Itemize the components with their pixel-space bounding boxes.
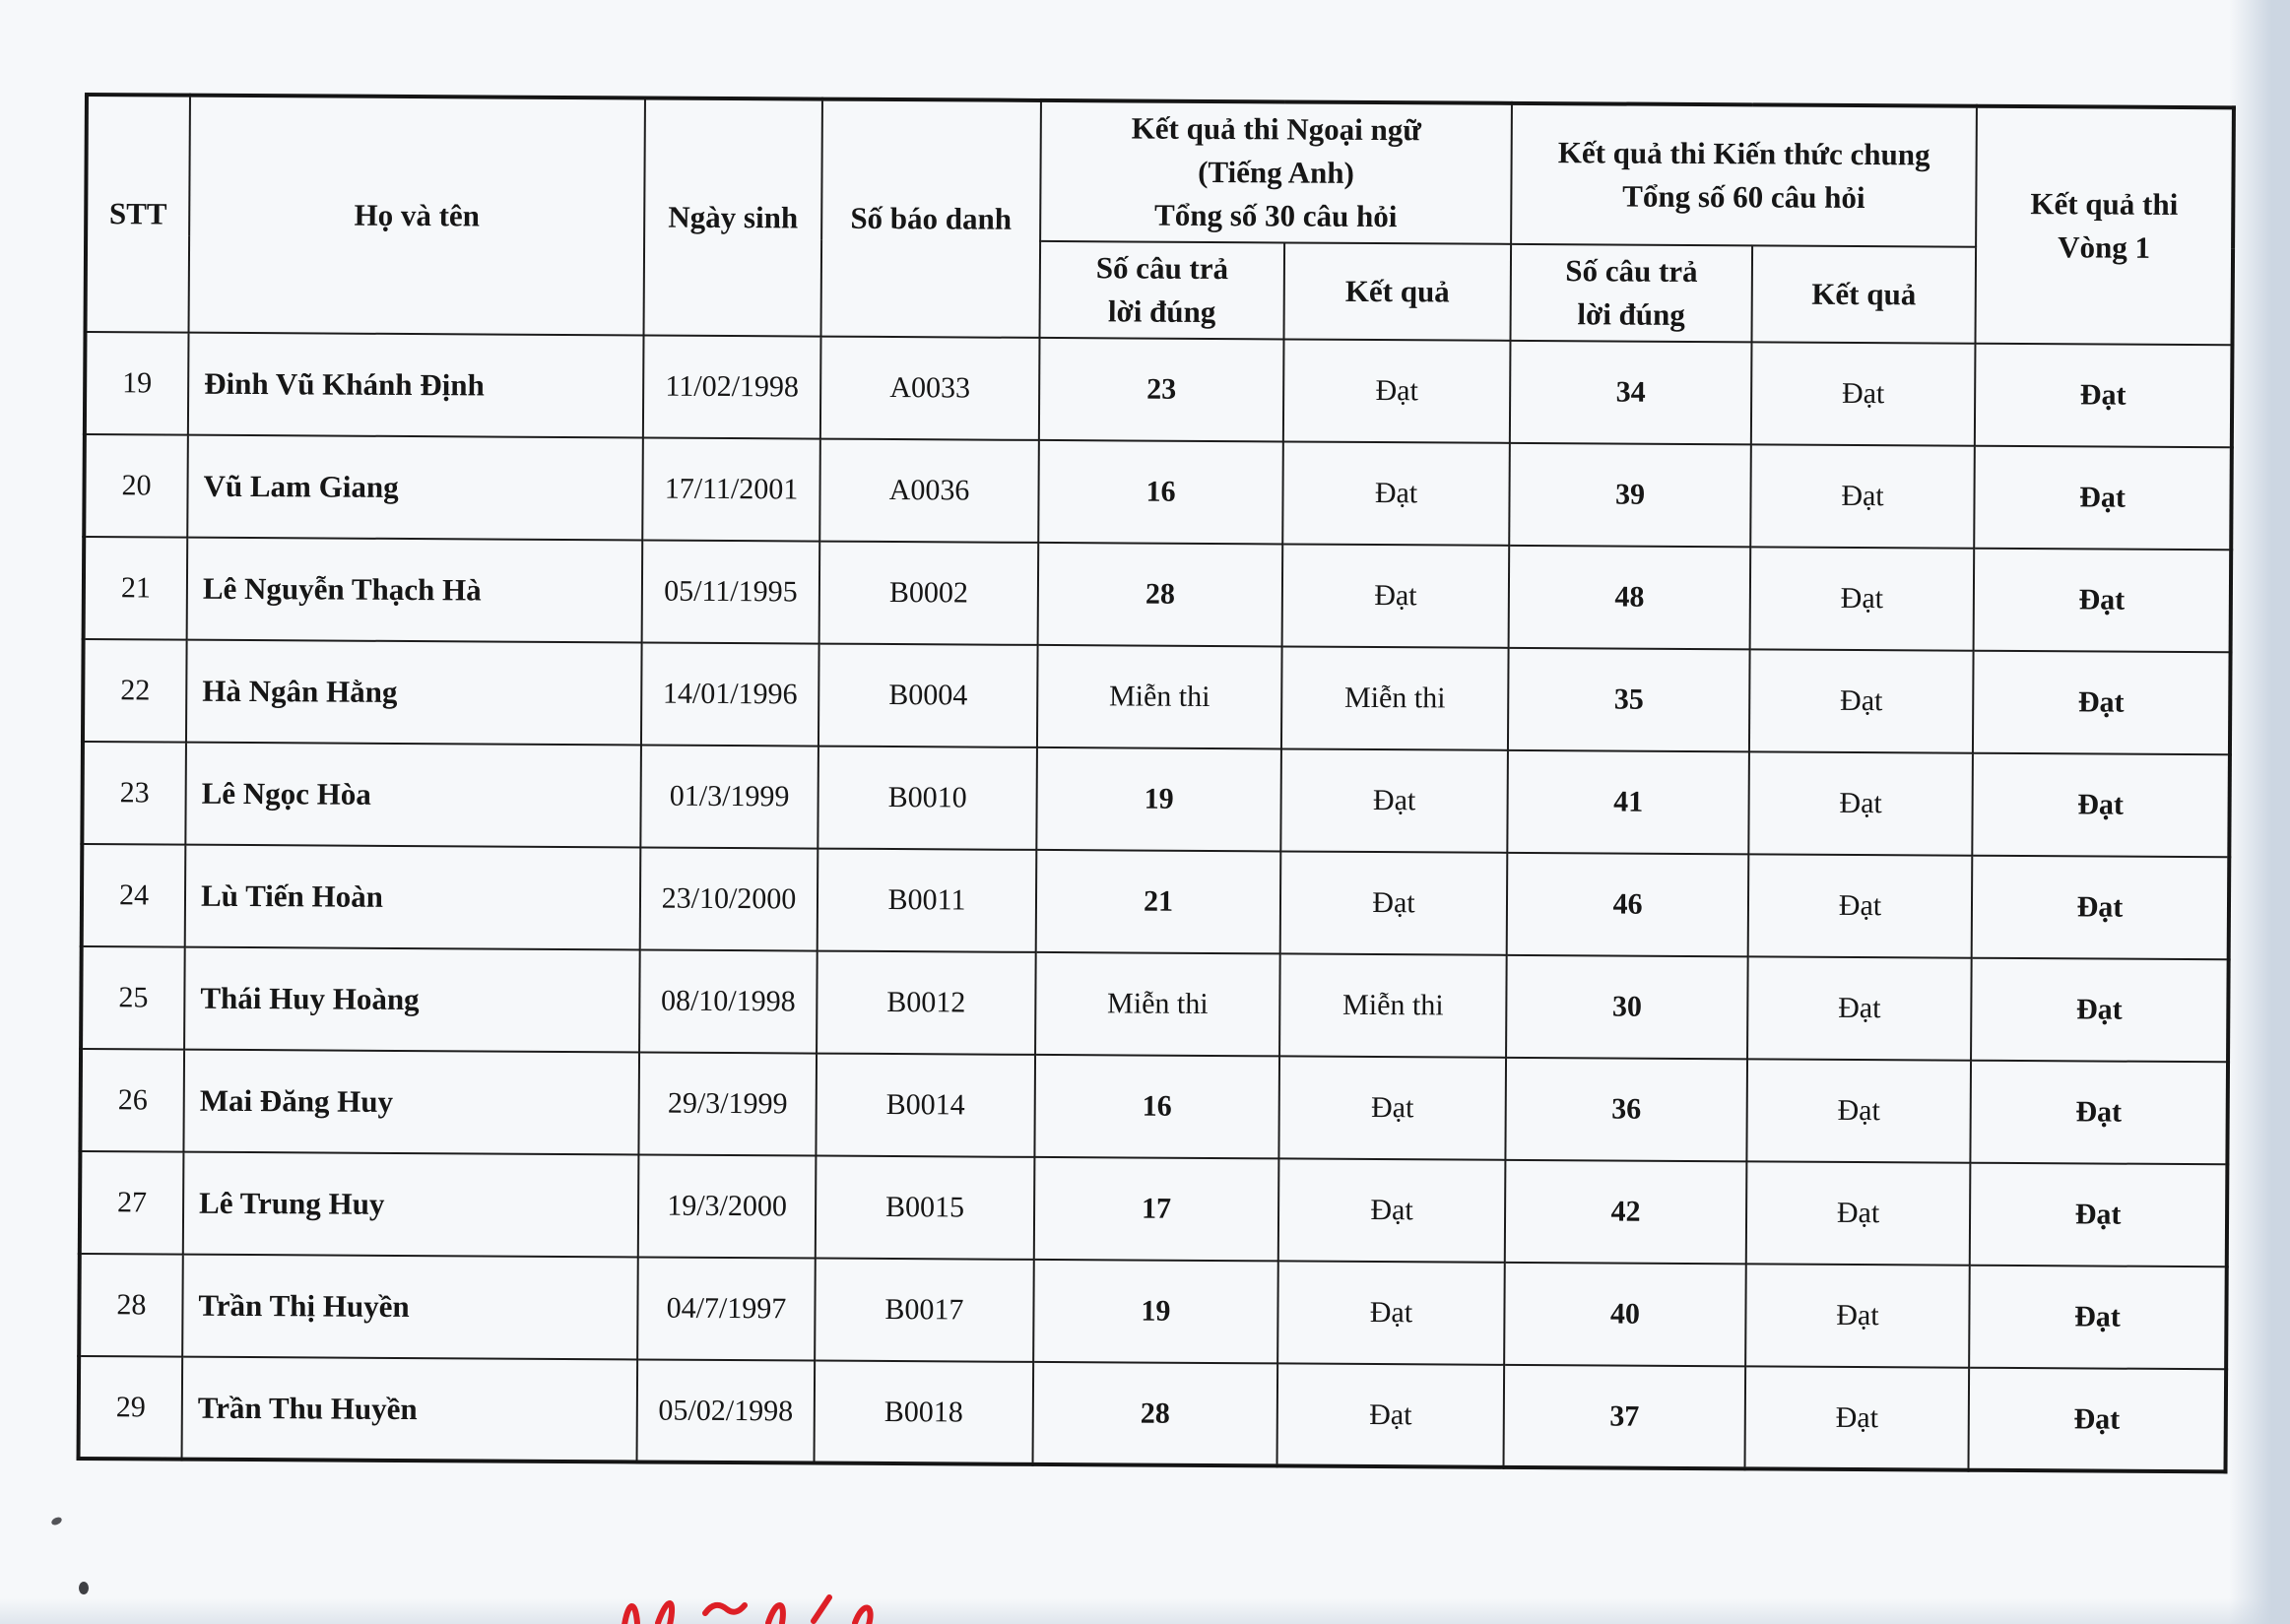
- row-english-correct: 17: [1034, 1157, 1279, 1262]
- row-general-correct: 36: [1505, 1058, 1747, 1161]
- row-stt: 29: [79, 1356, 183, 1460]
- row-candidate-number: A0033: [820, 337, 1040, 440]
- red-handwriting-mark: [611, 1586, 926, 1624]
- table-row: [84, 537, 2232, 652]
- row-dob: 05/02/1998: [637, 1360, 816, 1463]
- row-name: Lê Ngọc Hòa: [185, 743, 641, 848]
- table-row: [80, 1151, 2228, 1267]
- header-stt: STT: [86, 95, 190, 333]
- row-general-correct: 39: [1509, 443, 1751, 547]
- row-stt: 23: [82, 742, 186, 845]
- table-body: [79, 332, 2233, 1471]
- header-english-group: Kết quả thi Ngoại ngữ (Tiếng Anh) Tổng số 30 câu hỏi: [1040, 100, 1512, 244]
- header-general-knowledge-group: Kết quả thi Kiến thức chung Tổng số 60 câu hỏi: [1511, 103, 1977, 247]
- row-general-result: Đạt: [1749, 649, 1974, 752]
- row-round1-result: Đạt: [1975, 344, 2233, 448]
- row-dob: 19/3/2000: [638, 1155, 817, 1259]
- row-name: Hà Ngân Hằng: [186, 640, 642, 746]
- row-english-result: Miễn thi: [1281, 647, 1509, 750]
- results-table-wrapper: [77, 93, 2236, 1473]
- row-stt: 28: [79, 1254, 183, 1357]
- row-round1-result: Đạt: [1972, 753, 2230, 858]
- row-english-correct: 28: [1033, 1362, 1278, 1466]
- row-general-correct: 48: [1509, 546, 1751, 649]
- row-round1-result: Đạt: [1974, 446, 2232, 551]
- row-name: Mai Đăng Huy: [183, 1050, 639, 1155]
- row-stt: 24: [82, 844, 186, 947]
- row-stt: 25: [81, 946, 185, 1050]
- row-general-result: Đạt: [1745, 1366, 1970, 1469]
- table-row: [81, 946, 2229, 1062]
- row-dob: 17/11/2001: [642, 438, 820, 542]
- row-candidate-number: B0002: [819, 542, 1039, 645]
- row-candidate-number: B0015: [816, 1156, 1035, 1260]
- row-english-correct: 28: [1038, 543, 1283, 647]
- row-candidate-number: B0011: [818, 849, 1037, 952]
- table-row: [79, 1356, 2227, 1471]
- table-row: [83, 639, 2231, 754]
- row-english-correct: 16: [1034, 1055, 1279, 1159]
- header-general-result: Kết quả: [1751, 245, 1976, 343]
- row-dob: 29/3/1999: [638, 1053, 817, 1156]
- row-english-correct: 16: [1038, 440, 1283, 545]
- row-general-result: Đạt: [1748, 751, 1973, 855]
- header-round1-result: Kết quả thi Vòng 1: [1975, 106, 2233, 346]
- row-general-result: Đạt: [1748, 854, 1973, 957]
- table-header: [86, 95, 2234, 345]
- header-english-correct-answers: Số câu trả lời đúng: [1039, 241, 1284, 340]
- row-name: Lù Tiến Hoàn: [185, 845, 641, 950]
- row-general-result: Đạt: [1751, 342, 1976, 445]
- row-english-result: Đạt: [1278, 1159, 1506, 1263]
- row-candidate-number: A0036: [819, 439, 1039, 543]
- row-general-result: Đạt: [1746, 1161, 1971, 1265]
- row-name: Lê Trung Huy: [183, 1152, 639, 1258]
- row-dob: 01/3/1999: [640, 746, 818, 849]
- table-row: [79, 1254, 2227, 1369]
- row-name: Lê Nguyễn Thạch Hà: [187, 538, 643, 643]
- row-english-correct: 19: [1033, 1260, 1278, 1364]
- row-dob: 08/10/1998: [639, 950, 818, 1054]
- table-row: [84, 434, 2232, 550]
- row-candidate-number: B0012: [817, 951, 1036, 1055]
- row-general-correct: 41: [1507, 750, 1749, 854]
- exam-results-table: [77, 93, 2236, 1473]
- row-dob: 11/02/1998: [643, 336, 821, 439]
- row-english-result: Đạt: [1280, 852, 1508, 955]
- row-general-correct: 46: [1507, 853, 1749, 956]
- row-candidate-number: B0004: [818, 644, 1038, 747]
- row-general-correct: 42: [1505, 1160, 1747, 1264]
- row-general-correct: 30: [1506, 955, 1748, 1059]
- table-row: [80, 1049, 2228, 1164]
- table-row: [82, 742, 2230, 857]
- ink-speck: [79, 1582, 89, 1594]
- row-candidate-number: B0018: [815, 1361, 1034, 1464]
- row-name: Đinh Vũ Khánh Định: [188, 333, 644, 438]
- header-dob: Ngày sinh: [644, 97, 822, 336]
- row-english-correct: 23: [1039, 338, 1284, 442]
- row-dob: 05/11/1995: [642, 541, 820, 644]
- row-candidate-number: B0017: [815, 1259, 1034, 1362]
- row-round1-result: Đạt: [1974, 549, 2232, 653]
- row-stt: 27: [80, 1151, 184, 1255]
- row-name: Thái Huy Hoàng: [184, 947, 640, 1053]
- table-row: [82, 844, 2230, 959]
- row-name: Vũ Lam Giang: [187, 435, 643, 541]
- row-round1-result: Đạt: [1971, 958, 2229, 1063]
- row-stt: 26: [80, 1049, 184, 1152]
- row-general-correct: 40: [1504, 1263, 1746, 1366]
- row-round1-result: Đạt: [1969, 1266, 2227, 1370]
- row-english-correct: 19: [1036, 747, 1281, 852]
- row-english-result: Đạt: [1277, 1364, 1505, 1467]
- row-general-result: Đạt: [1745, 1264, 1970, 1367]
- row-dob: 23/10/2000: [640, 848, 818, 951]
- row-general-correct: 35: [1508, 648, 1750, 751]
- row-dob: 14/01/1996: [641, 643, 819, 747]
- row-english-correct: 21: [1036, 850, 1281, 954]
- row-general-result: Đạt: [1750, 547, 1975, 650]
- row-general-result: Đạt: [1750, 444, 1975, 548]
- row-english-correct: Miễn thi: [1035, 952, 1280, 1057]
- header-candidate-number: Số báo danh: [821, 99, 1041, 338]
- row-english-result: Miễn thi: [1279, 954, 1507, 1058]
- row-general-result: Đạt: [1747, 956, 1972, 1060]
- row-english-correct: Miễn thi: [1037, 645, 1282, 749]
- row-name: Trần Thu Huyền: [182, 1357, 638, 1462]
- header-english-result: Kết quả: [1283, 242, 1511, 340]
- row-english-result: Đạt: [1282, 442, 1510, 546]
- row-general-correct: 34: [1510, 341, 1752, 444]
- row-candidate-number: B0014: [816, 1054, 1035, 1157]
- row-english-result: Đạt: [1278, 1057, 1506, 1160]
- row-round1-result: Đạt: [1973, 651, 2231, 755]
- header-general-correct-answers: Số câu trả lời đúng: [1511, 244, 1753, 343]
- row-english-result: Đạt: [1280, 749, 1508, 853]
- ink-speck: [50, 1516, 63, 1527]
- row-stt: 20: [84, 434, 188, 538]
- table-row: [85, 332, 2233, 447]
- row-english-result: Đạt: [1282, 545, 1510, 648]
- row-stt: 21: [84, 537, 188, 640]
- row-candidate-number: B0010: [818, 747, 1037, 850]
- row-stt: 22: [83, 639, 187, 743]
- header-name: Họ và tên: [189, 96, 645, 336]
- scan-edge-bottom: [0, 1598, 2290, 1624]
- row-general-correct: 37: [1504, 1365, 1746, 1468]
- row-dob: 04/7/1997: [637, 1258, 816, 1361]
- row-round1-result: Đạt: [1972, 856, 2230, 960]
- row-general-result: Đạt: [1746, 1059, 1971, 1162]
- row-round1-result: Đạt: [1970, 1163, 2228, 1267]
- row-stt: 19: [85, 332, 189, 435]
- row-round1-result: Đạt: [1970, 1061, 2228, 1165]
- row-english-result: Đạt: [1277, 1262, 1505, 1365]
- scan-edge-right: [2229, 0, 2290, 1624]
- row-english-result: Đạt: [1283, 340, 1511, 443]
- row-name: Trần Thị Huyền: [182, 1255, 638, 1360]
- row-round1-result: Đạt: [1969, 1368, 2227, 1472]
